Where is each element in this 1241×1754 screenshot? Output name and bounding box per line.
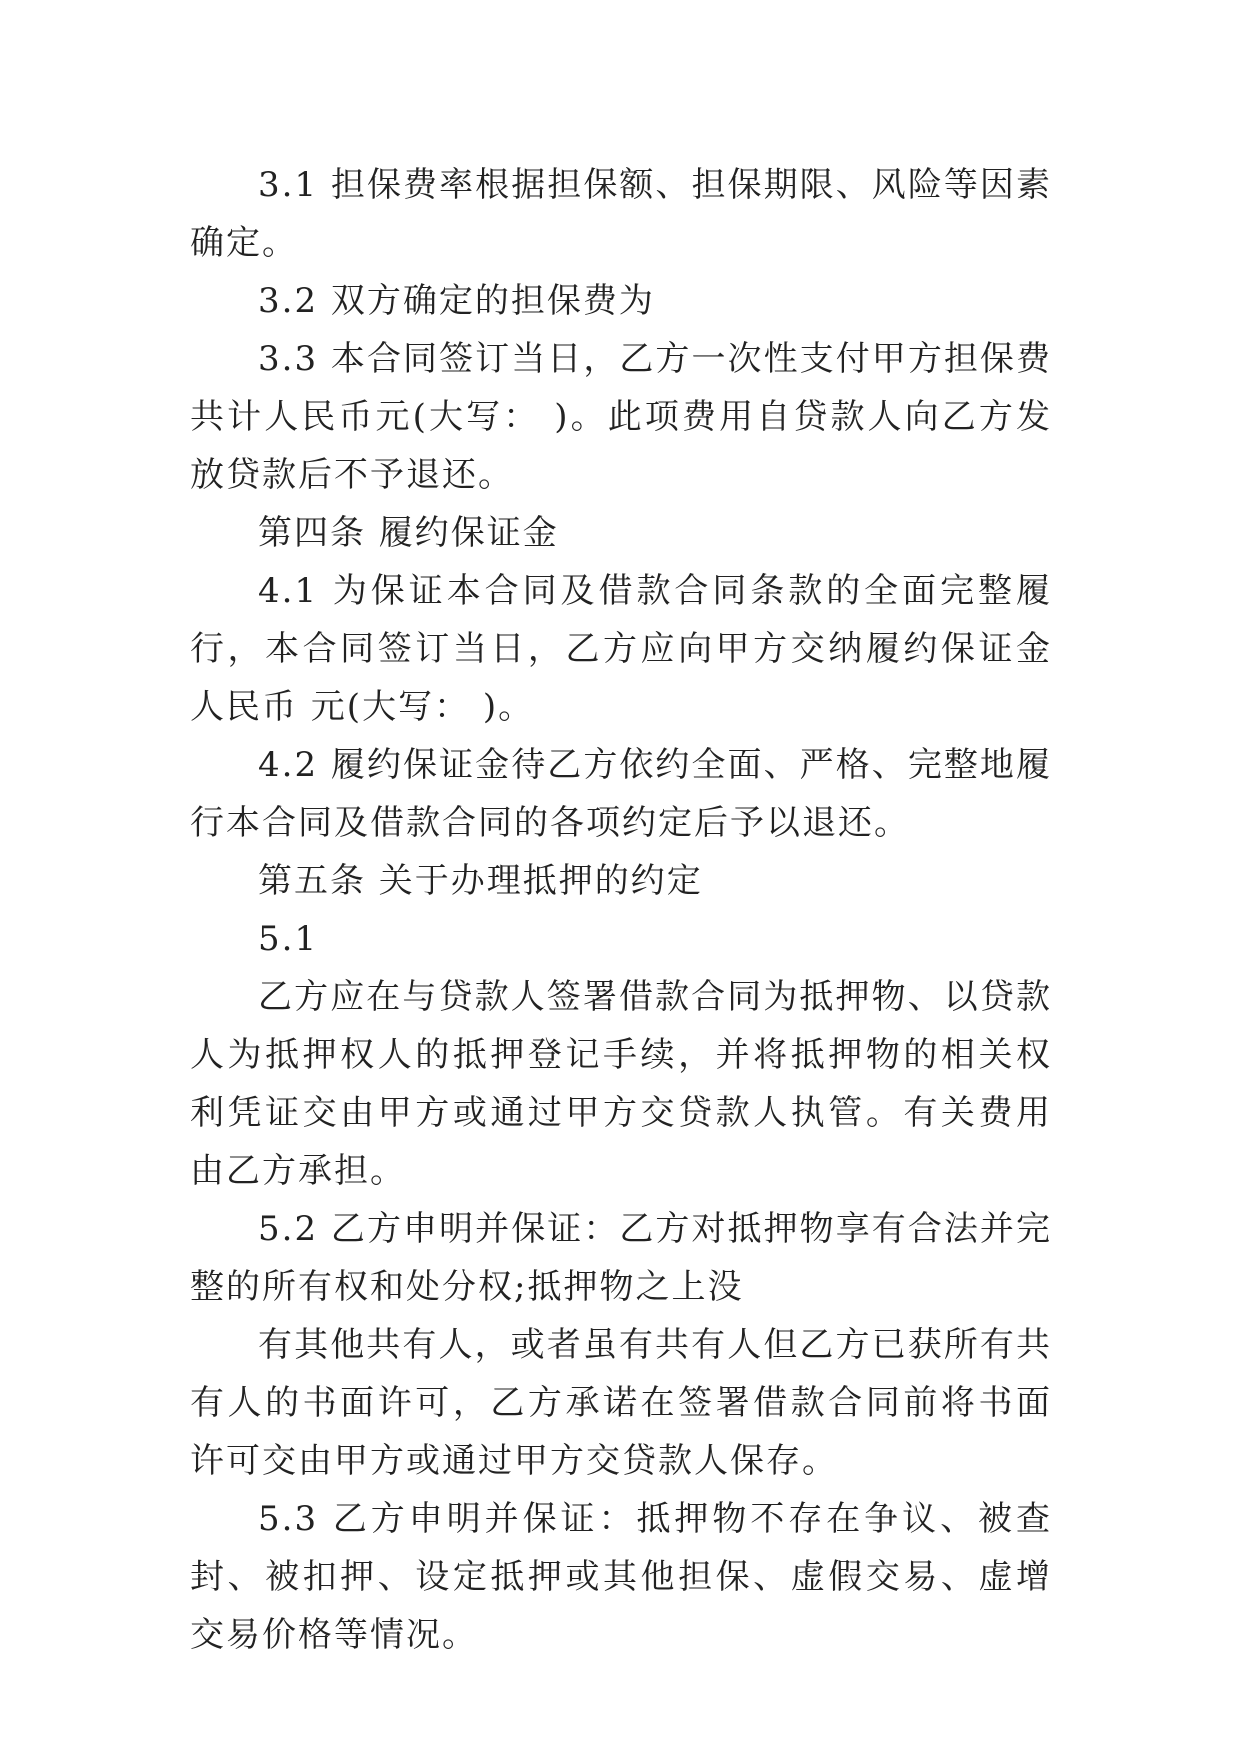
clause-5-2-continued: 有其他共有人，或者虽有共有人但乙方已获所有共有人的书面许可，乙方承诺在签署借款合同前将书面许可交由甲方或通过甲方交贷款人保存。 [190,1325,1052,1481]
article-5-heading: 第五条 关于办理抵押的约定 [258,861,703,901]
clause-3-3: 3.3 本合同签订当日，乙方一次性支付甲方担保费共计人民币元(大写： )。此项费用自贷款人向乙方发放贷款后不予退还。 [190,339,1052,495]
clause-5-2: 5.2 乙方申明并保证：乙方对抵押物享有合法并完整的所有权和处分权;抵押物之上没 [190,1209,1052,1307]
clause-3-1: 3.1 担保费率根据担保额、担保期限、风险等因素确定。 [190,165,1052,263]
clause-5-3: 5.3 乙方申明并保证：抵押物不存在争议、被查封、被扣押、设定抵押或其他担保、虚假交易、虚增交易价格等情况。 [190,1499,1052,1655]
document-body [190,156,1052,1664]
clause-4-2: 4.2 履约保证金待乙方依约全面、严格、完整地履行本合同及借款合同的各项约定后予以退还。 [190,745,1052,843]
clause-5-1-text: 乙方应在与贷款人签署借款合同为抵押物、以贷款人为抵押权人的抵押登记手续，并将抵押物的相关权利凭证交由甲方或通过甲方交贷款人执管。有关费用由乙方承担。 [190,977,1052,1191]
article-4-heading: 第四条 履约保证金 [258,513,559,553]
clause-4-1: 4.1 为保证本合同及借款合同条款的全面完整履行，本合同签订当日，乙方应向甲方交纳履约保证金人民币 元(大写： )。 [190,571,1052,727]
clause-3-2: 3.2 双方确定的担保费为 [258,281,655,321]
clause-5-1-number: 5.1 [258,919,319,959]
